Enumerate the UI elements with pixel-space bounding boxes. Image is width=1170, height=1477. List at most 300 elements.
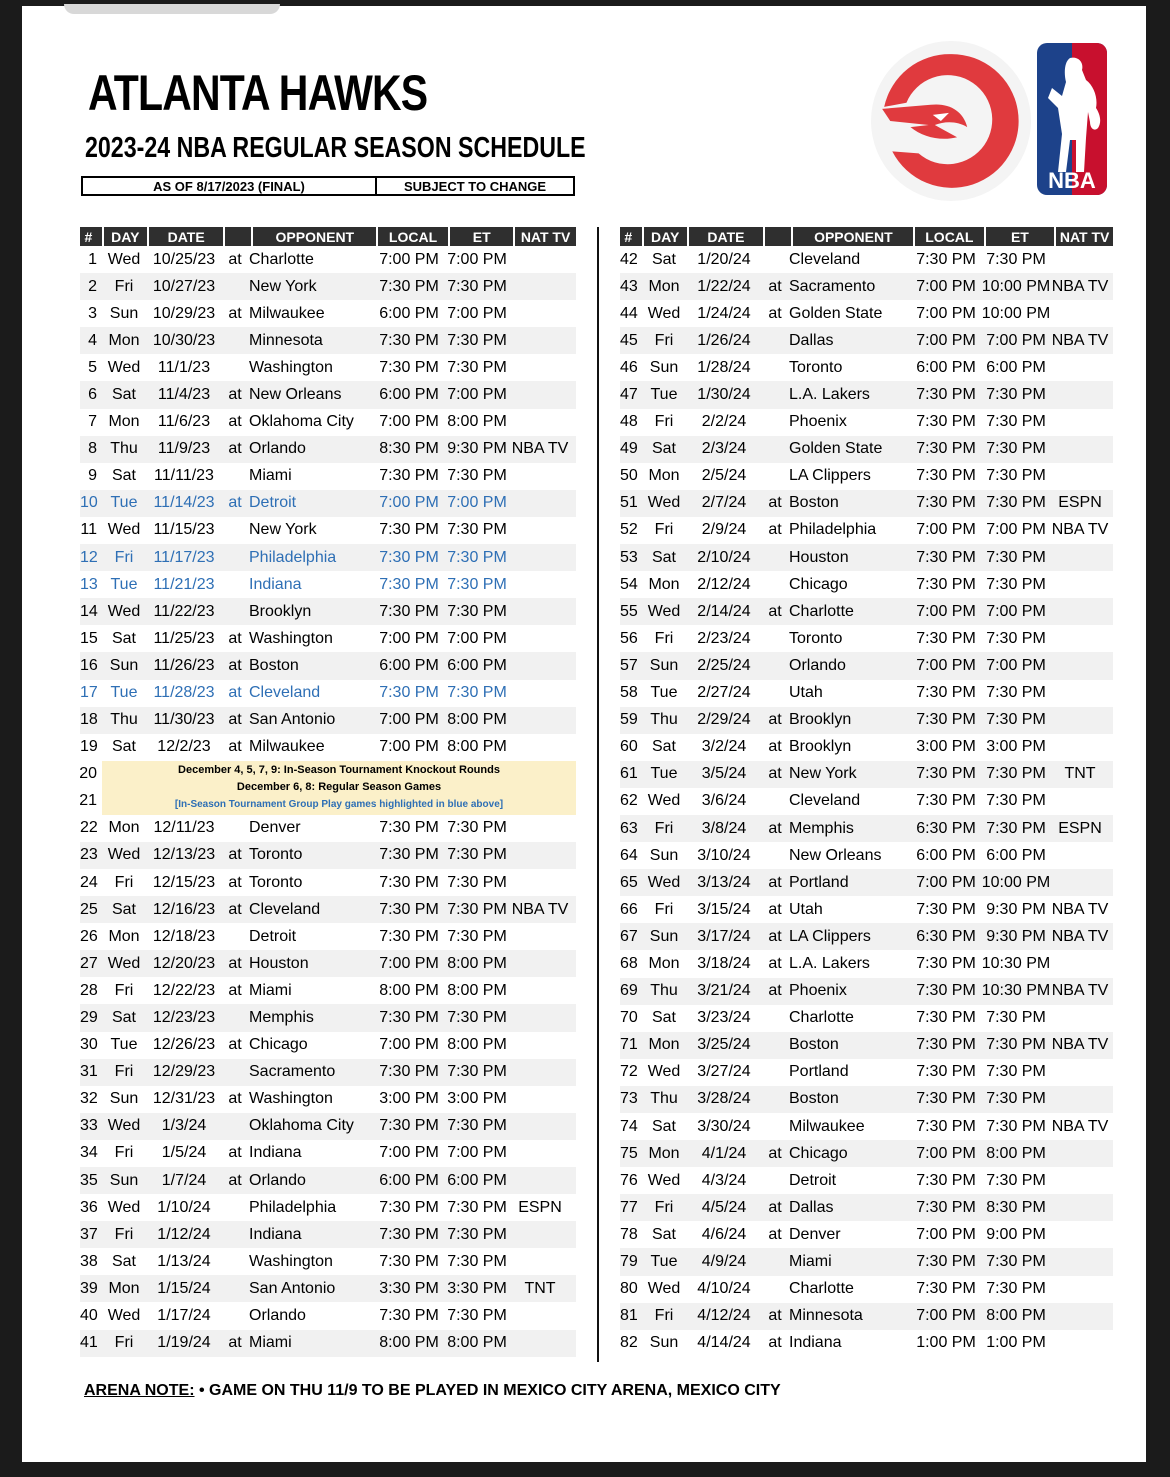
game-local-time: 7:30 PM — [916, 1198, 976, 1216]
game-date: 1/10/24 — [157, 1198, 211, 1216]
window-tab — [64, 4, 280, 14]
game-number: 73 — [620, 1090, 638, 1108]
game-opponent: Milwaukee — [249, 738, 325, 756]
game-day: Wed — [107, 954, 141, 972]
game-date: 3/18/24 — [697, 954, 751, 972]
game-date: 11/17/23 — [153, 548, 215, 566]
game-day: Mon — [648, 954, 680, 972]
game-date: 1/28/24 — [697, 358, 751, 376]
game-number: 80 — [620, 1280, 638, 1298]
game-date: 3/6/24 — [701, 792, 747, 810]
game-local-time: 7:00 PM — [379, 711, 439, 729]
game-at: at — [228, 304, 242, 322]
game-day: Wed — [107, 250, 141, 268]
game-day: Wed — [107, 602, 141, 620]
game-day: Wed — [647, 1063, 681, 1081]
game-date: 1/13/24 — [157, 1252, 211, 1270]
game-opponent: Charlotte — [249, 250, 314, 268]
game-day: Sun — [649, 927, 679, 945]
game-et-time: 7:30 PM — [447, 602, 507, 620]
game-opponent: Boston — [789, 1036, 839, 1054]
game-local-time: 7:00 PM — [916, 1307, 976, 1325]
game-number: 29 — [80, 1008, 98, 1026]
game-local-time: 7:30 PM — [379, 819, 439, 837]
game-date: 1/24/24 — [697, 304, 751, 322]
table-row — [620, 815, 1113, 842]
game-number: 3 — [88, 304, 97, 322]
table-row — [80, 436, 576, 463]
game-date: 3/25/24 — [697, 1036, 751, 1054]
game-local-time: 7:00 PM — [379, 954, 439, 972]
game-et-time: 7:00 PM — [986, 602, 1046, 620]
col-nat-tv: NAT TV — [1056, 227, 1113, 246]
game-date: 1/30/24 — [697, 386, 751, 404]
game-local-time: 6:00 PM — [379, 656, 439, 674]
game-opponent: Philadelphia — [249, 548, 337, 566]
game-at: at — [228, 684, 242, 702]
game-et-time: 7:30 PM — [447, 1198, 507, 1216]
game-date: 3/30/24 — [697, 1117, 751, 1135]
game-date: 2/29/24 — [697, 711, 751, 729]
game-et-time: 7:00 PM — [447, 386, 507, 404]
game-date: 12/23/23 — [152, 1008, 216, 1026]
game-day: Wed — [647, 494, 681, 512]
game-date: 1/12/24 — [157, 1225, 211, 1243]
game-local-time: 7:30 PM — [379, 900, 439, 918]
table-row — [80, 1113, 576, 1140]
game-number: 22 — [80, 819, 98, 837]
game-opponent: Utah — [789, 900, 823, 918]
game-number: 23 — [80, 846, 98, 864]
game-opponent: Detroit — [249, 494, 297, 512]
game-local-time: 7:30 PM — [916, 1253, 976, 1271]
page-title: ATLANTA HAWKS — [88, 65, 428, 121]
table-row — [620, 842, 1113, 869]
table-row — [620, 1032, 1113, 1059]
table-row — [620, 1113, 1113, 1140]
game-day: Thu — [110, 440, 138, 458]
game-date: 12/20/23 — [152, 954, 216, 972]
game-local-time: 7:30 PM — [916, 1117, 976, 1135]
game-number: 18 — [80, 711, 98, 729]
game-date: 12/22/23 — [152, 981, 216, 999]
table-row — [80, 381, 576, 408]
game-opponent: Chicago — [789, 1144, 848, 1162]
game-opponent: San Antonio — [249, 1279, 336, 1297]
game-local-time: 7:30 PM — [379, 1008, 439, 1026]
game-number: 74 — [620, 1117, 638, 1135]
game-day: Fri — [114, 548, 134, 566]
game-et-time: 7:30 PM — [986, 467, 1046, 485]
game-day: Fri — [114, 277, 134, 295]
game-et-time: 7:30 PM — [986, 575, 1046, 593]
game-at: at — [228, 494, 242, 512]
table-header — [620, 227, 1113, 246]
game-number: 60 — [620, 738, 638, 756]
game-date: 3/2/24 — [701, 738, 747, 756]
game-et-time: 9:30 PM — [447, 440, 507, 458]
game-opponent: San Antonio — [249, 711, 336, 729]
game-local-time: 7:30 PM — [916, 386, 976, 404]
row-num-20: 20 — [79, 765, 97, 783]
game-et-time: 7:30 PM — [447, 684, 507, 702]
game-day: Mon — [648, 467, 680, 485]
game-day: Mon — [648, 277, 680, 295]
game-opponent: Charlotte — [789, 602, 854, 620]
game-date: 1/7/24 — [161, 1171, 207, 1189]
game-et-time: 7:30 PM — [447, 548, 507, 566]
game-at: at — [228, 954, 242, 972]
game-nat-tv: NBA TV — [511, 440, 569, 458]
game-number: 17 — [80, 684, 98, 702]
game-et-time: 7:00 PM — [447, 304, 507, 322]
table-row — [80, 842, 576, 869]
game-et-time: 6:00 PM — [447, 1171, 507, 1189]
game-opponent: Washington — [249, 1090, 333, 1108]
game-nat-tv: NBA TV — [1051, 1036, 1109, 1054]
game-et-time: 7:30 PM — [986, 1063, 1046, 1081]
game-day: Wed — [647, 602, 681, 620]
game-opponent: Milwaukee — [249, 304, 325, 322]
game-day: Fri — [114, 1225, 134, 1243]
game-number: 75 — [620, 1144, 638, 1162]
game-local-time: 7:00 PM — [916, 602, 976, 620]
game-day: Mon — [108, 927, 140, 945]
game-et-time: 8:00 PM — [447, 738, 507, 756]
game-nat-tv: NBA TV — [1051, 331, 1109, 349]
game-local-time: 7:00 PM — [379, 413, 439, 431]
as-of-box — [81, 176, 575, 196]
game-nat-tv: NBA TV — [1051, 521, 1109, 539]
game-date: 3/5/24 — [701, 765, 747, 783]
table-row — [80, 490, 576, 517]
game-et-time: 7:30 PM — [447, 331, 507, 349]
table-row — [80, 680, 576, 707]
game-at: at — [768, 1225, 782, 1243]
col-et: ET — [450, 227, 513, 246]
game-day: Wed — [107, 1307, 141, 1325]
game-local-time: 7:30 PM — [916, 1090, 976, 1108]
game-local-time: 7:30 PM — [916, 413, 976, 431]
game-et-time: 7:30 PM — [986, 548, 1046, 566]
game-local-time: 6:00 PM — [379, 1171, 439, 1189]
game-at: at — [768, 927, 782, 945]
game-at: at — [228, 629, 242, 647]
game-at: at — [228, 440, 242, 458]
game-date: 2/25/24 — [697, 656, 751, 674]
table-row — [620, 1167, 1113, 1194]
game-local-time: 7:00 PM — [379, 1036, 439, 1054]
game-opponent: Indiana — [249, 575, 302, 593]
left-rows-b — [80, 815, 576, 1357]
game-date: 11/25/23 — [153, 629, 215, 647]
game-opponent: L.A. Lakers — [789, 386, 870, 404]
game-date: 1/5/24 — [161, 1144, 207, 1162]
game-day: Mon — [648, 1144, 680, 1162]
game-et-time: 7:30 PM — [986, 684, 1046, 702]
game-local-time: 7:30 PM — [916, 765, 976, 783]
game-date: 11/30/23 — [153, 711, 215, 729]
game-local-time: 7:00 PM — [916, 521, 976, 539]
game-opponent: Memphis — [249, 1008, 314, 1026]
game-date: 2/12/24 — [697, 575, 751, 593]
table-row — [620, 1059, 1113, 1086]
game-at: at — [768, 277, 782, 295]
game-day: Mon — [108, 331, 140, 349]
table-row — [80, 869, 576, 896]
game-et-time: 10:30 PM — [981, 982, 1051, 1000]
table-row — [80, 1004, 576, 1031]
table-row — [620, 598, 1113, 625]
table-row — [80, 734, 576, 761]
game-number: 19 — [80, 738, 98, 756]
game-day: Fri — [114, 981, 134, 999]
table-row — [80, 1330, 576, 1357]
game-number: 27 — [80, 954, 98, 972]
game-day: Wed — [107, 1198, 141, 1216]
game-date: 4/9/24 — [701, 1253, 747, 1271]
game-et-time: 7:30 PM — [986, 1009, 1046, 1027]
game-at: at — [768, 1144, 782, 1162]
col-opponent: OPPONENT — [253, 227, 376, 246]
game-date: 3/10/24 — [697, 846, 751, 864]
game-date: 2/2/24 — [701, 413, 747, 431]
game-date: 1/22/24 — [697, 277, 751, 295]
game-day: Sat — [651, 250, 676, 268]
table-row — [80, 1059, 576, 1086]
game-local-time: 7:30 PM — [916, 1036, 976, 1054]
game-date: 11/14/23 — [153, 494, 215, 512]
game-local-time: 7:30 PM — [916, 250, 976, 268]
game-et-time: 7:30 PM — [986, 792, 1046, 810]
game-day: Mon — [648, 1036, 680, 1054]
game-et-time: 7:00 PM — [986, 656, 1046, 674]
game-opponent: Brooklyn — [789, 738, 852, 756]
game-opponent: Houston — [789, 548, 849, 566]
game-opponent: Toronto — [789, 358, 843, 376]
table-row — [620, 950, 1113, 977]
col-day: DAY — [644, 227, 687, 246]
game-et-time: 6:00 PM — [447, 656, 507, 674]
col-num: # — [80, 227, 102, 246]
right-rows — [620, 246, 1113, 1357]
game-day: Sat — [651, 738, 676, 756]
game-date: 10/25/23 — [152, 250, 216, 268]
game-local-time: 1:00 PM — [916, 1334, 976, 1352]
game-opponent: Oklahoma City — [249, 1117, 354, 1135]
table-row — [620, 300, 1113, 327]
game-opponent: Oklahoma City — [249, 413, 354, 431]
game-opponent: Orlando — [249, 1307, 306, 1325]
tournament-note — [102, 761, 576, 815]
game-at: at — [768, 765, 782, 783]
column-divider — [597, 227, 599, 1362]
game-number: 26 — [80, 927, 98, 945]
game-day: Tue — [650, 1253, 678, 1271]
game-local-time: 7:30 PM — [916, 629, 976, 647]
game-number: 30 — [80, 1036, 98, 1054]
game-day: Fri — [114, 1063, 134, 1081]
table-row — [620, 436, 1113, 463]
game-opponent: Miami — [789, 1253, 832, 1271]
game-date: 11/11/23 — [154, 467, 214, 485]
game-number: 38 — [80, 1252, 98, 1270]
game-day: Fri — [654, 413, 674, 431]
game-et-time: 7:30 PM — [447, 1307, 507, 1325]
table-row — [620, 381, 1113, 408]
table-row — [620, 761, 1113, 788]
game-opponent: Toronto — [249, 873, 303, 891]
game-opponent: Minnesota — [789, 1307, 863, 1325]
game-at: at — [228, 1334, 242, 1352]
game-opponent: Cleveland — [249, 684, 321, 702]
game-at: at — [768, 738, 782, 756]
game-at: at — [768, 304, 782, 322]
game-nat-tv: ESPN — [1058, 819, 1102, 837]
game-number: 64 — [620, 846, 638, 864]
game-day: Sun — [649, 846, 679, 864]
game-at: at — [228, 1036, 242, 1054]
game-at: at — [228, 900, 242, 918]
game-day: Wed — [647, 792, 681, 810]
game-local-time: 7:30 PM — [916, 1009, 976, 1027]
game-et-time: 7:00 PM — [986, 521, 1046, 539]
game-local-time: 8:30 PM — [379, 440, 439, 458]
game-day: Sun — [649, 656, 679, 674]
table-row — [80, 1248, 576, 1275]
game-local-time: 7:30 PM — [916, 900, 976, 918]
game-local-time: 7:30 PM — [379, 1198, 439, 1216]
game-date: 11/28/23 — [153, 684, 215, 702]
game-date: 12/15/23 — [152, 873, 216, 891]
game-opponent: New York — [789, 765, 857, 783]
game-number: 2 — [88, 277, 97, 295]
game-number: 1 — [88, 250, 97, 268]
game-day: Tue — [110, 575, 138, 593]
game-number: 35 — [80, 1171, 98, 1189]
game-opponent: Phoenix — [789, 982, 847, 1000]
game-local-time: 7:30 PM — [916, 684, 976, 702]
game-day: Tue — [650, 765, 678, 783]
table-row — [80, 1194, 576, 1221]
game-et-time: 7:30 PM — [986, 1090, 1046, 1108]
game-local-time: 7:30 PM — [916, 954, 976, 972]
game-opponent: Portland — [789, 873, 849, 891]
game-at: at — [768, 954, 782, 972]
game-opponent: Phoenix — [789, 413, 847, 431]
game-et-time: 9:30 PM — [986, 927, 1046, 945]
game-day: Fri — [654, 1307, 674, 1325]
game-et-time: 7:30 PM — [986, 1117, 1046, 1135]
col-at — [225, 227, 251, 246]
game-day: Fri — [654, 819, 674, 837]
game-opponent: Toronto — [789, 629, 843, 647]
note-line-1: December 4, 5, 7, 9: In-Season Tournament Knockout Rounds — [178, 764, 500, 777]
game-date: 11/22/23 — [153, 602, 215, 620]
game-date: 11/15/23 — [153, 521, 215, 539]
table-row — [620, 1140, 1113, 1167]
game-et-time: 10:00 PM — [981, 277, 1051, 295]
game-day: Sun — [109, 304, 139, 322]
note-line-2: December 6, 8: Regular Season Games — [236, 781, 442, 794]
game-date: 1/20/24 — [697, 250, 751, 268]
game-local-time: 7:30 PM — [379, 331, 439, 349]
note-line-3: [In-Season Tournament Group Play games highlighted in blue above] — [174, 799, 504, 811]
game-number: 68 — [620, 954, 638, 972]
table-row — [620, 1221, 1113, 1248]
game-day: Fri — [654, 331, 674, 349]
game-day: Sun — [109, 1090, 139, 1108]
table-row — [620, 896, 1113, 923]
game-at: at — [228, 711, 242, 729]
table-row — [80, 625, 576, 652]
game-local-time: 7:00 PM — [379, 494, 439, 512]
game-local-time: 7:00 PM — [379, 1144, 439, 1162]
game-opponent: LA Clippers — [789, 927, 871, 945]
game-local-time: 7:30 PM — [916, 792, 976, 810]
game-date: 2/5/24 — [701, 467, 747, 485]
tournament-note-row — [80, 761, 576, 815]
table-row — [80, 517, 576, 544]
row-num-21: 21 — [79, 792, 97, 810]
game-date: 11/1/23 — [157, 358, 211, 376]
game-day: Wed — [107, 1117, 141, 1135]
table-row — [620, 544, 1113, 571]
game-opponent: Brooklyn — [249, 602, 312, 620]
table-row — [80, 1221, 576, 1248]
game-number: 47 — [620, 386, 638, 404]
game-number: 44 — [620, 304, 638, 322]
game-day: Tue — [650, 386, 678, 404]
game-day: Sat — [111, 629, 136, 647]
game-day: Wed — [647, 304, 681, 322]
game-number: 69 — [620, 982, 638, 1000]
game-day: Fri — [654, 1198, 674, 1216]
game-number: 61 — [620, 765, 638, 783]
game-local-time: 8:00 PM — [379, 981, 439, 999]
table-row — [620, 707, 1113, 734]
game-number: 34 — [80, 1144, 98, 1162]
schedule-table-left — [80, 227, 576, 1357]
table-row — [80, 977, 576, 1004]
game-local-time: 7:30 PM — [379, 521, 439, 539]
game-day: Thu — [650, 982, 678, 1000]
game-at: at — [228, 981, 242, 999]
game-local-time: 7:00 PM — [916, 1225, 976, 1243]
game-local-time: 7:30 PM — [379, 467, 439, 485]
game-date: 10/29/23 — [152, 304, 216, 322]
game-date: 2/14/24 — [697, 602, 751, 620]
game-et-time: 8:00 PM — [986, 1307, 1046, 1325]
game-local-time: 7:00 PM — [916, 277, 976, 295]
col-date: DATE — [689, 227, 763, 246]
game-day: Sat — [651, 440, 676, 458]
game-date: 1/19/24 — [157, 1334, 211, 1352]
game-date: 4/12/24 — [697, 1307, 751, 1325]
arena-note — [84, 1382, 781, 1400]
game-at: at — [768, 819, 782, 837]
game-opponent: Golden State — [789, 304, 883, 322]
game-number: 65 — [620, 873, 638, 891]
game-et-time: 7:30 PM — [986, 386, 1046, 404]
game-opponent: Sacramento — [789, 277, 876, 295]
game-number: 42 — [620, 250, 638, 268]
game-opponent: LA Clippers — [789, 467, 871, 485]
game-et-time: 7:30 PM — [986, 440, 1046, 458]
game-et-time: 7:30 PM — [447, 846, 507, 864]
game-number: 36 — [80, 1198, 98, 1216]
game-et-time: 7:30 PM — [986, 629, 1046, 647]
